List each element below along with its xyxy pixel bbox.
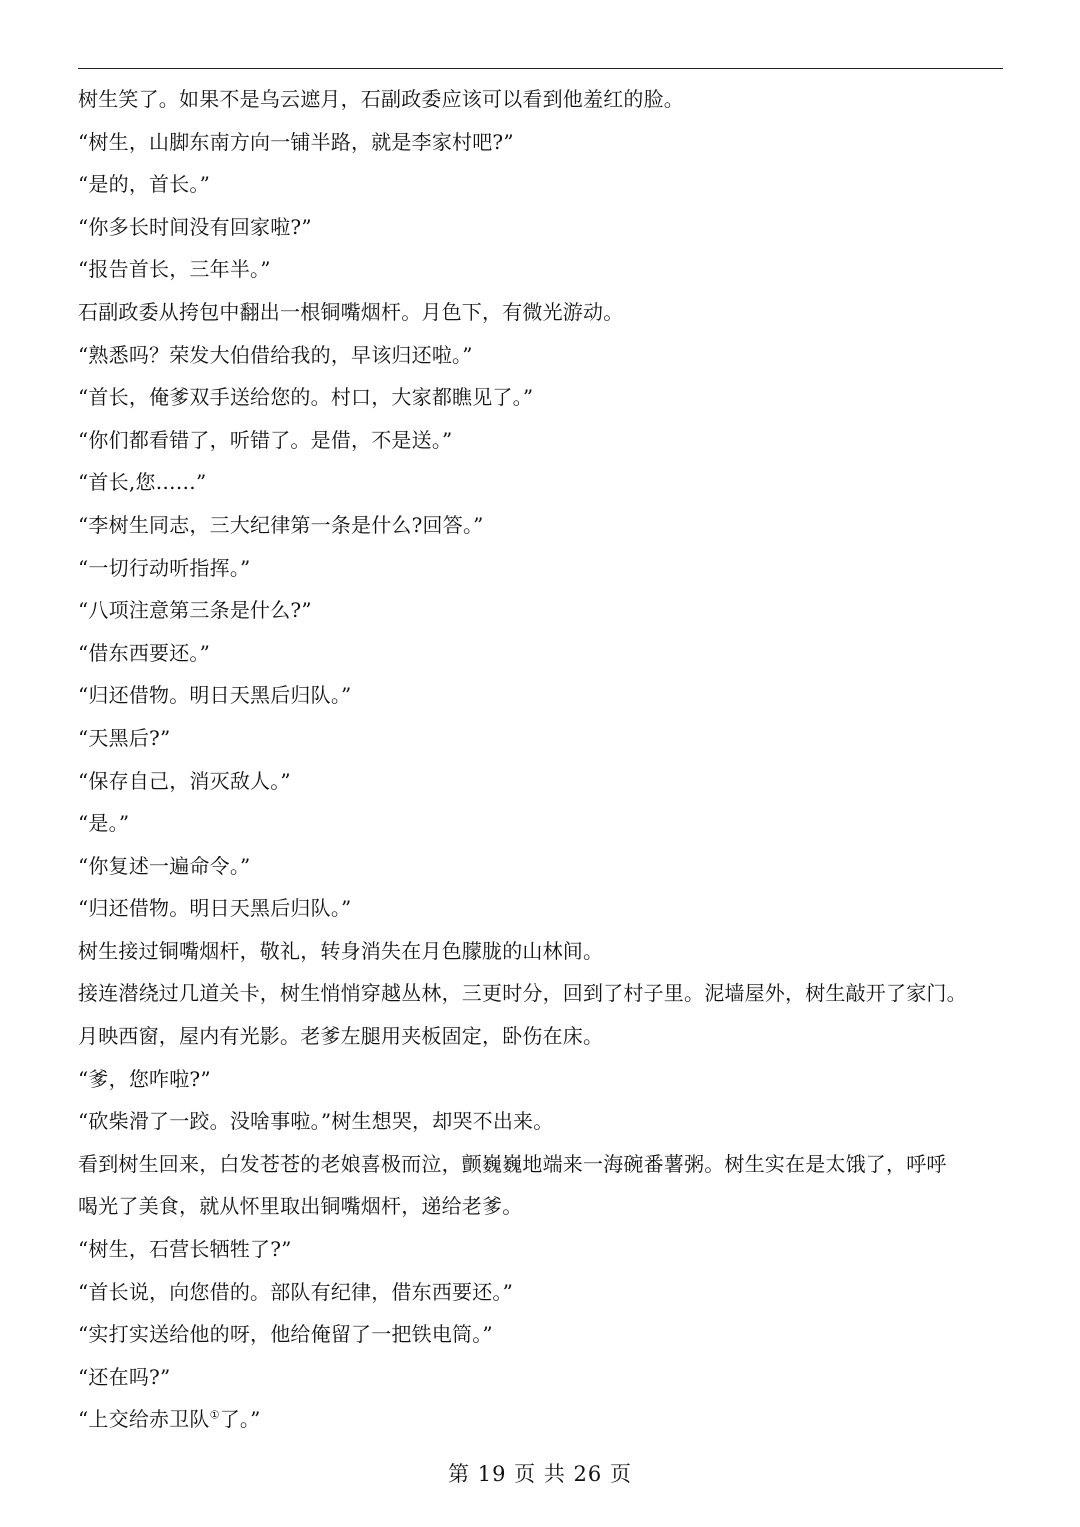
- text-line: “八项注意第三条是什么?”: [78, 598, 312, 623]
- text-line: 看到树生回来，白发苍苍的老娘喜极而泣，颤巍巍地端来一海碗番薯粥。树生实在是太饿了，呼呼: [78, 1151, 947, 1176]
- text-line: “首长，俺爹双手送给您的。村口，大家都瞧见了。”: [78, 385, 534, 410]
- text-line: “树生，石营长牺牲了?”: [78, 1237, 292, 1262]
- text-line: 树生笑了。如果不是乌云遮月，石副政委应该可以看到他羞红的脸。: [78, 87, 684, 111]
- text-line: 树生接过铜嘴烟杆，敬礼，转身消失在月色朦胧的山林间。: [78, 938, 604, 963]
- footnote-marker[interactable]: ①: [209, 1408, 220, 1422]
- text-line: “归还借物。明日天黑后归队。”: [78, 896, 352, 921]
- text-line: “归还借物。明日天黑后归队。”: [78, 683, 352, 708]
- text-line: 月映西窗，屋内有光影。老爹左腿用夹板固定，卧伤在床。: [78, 1024, 604, 1049]
- page-footer: [0, 1458, 1080, 1488]
- footer-suffix: 页: [609, 1462, 632, 1486]
- text-line: “还在吗?”: [78, 1364, 171, 1389]
- footer-middle: 页 共: [514, 1462, 566, 1486]
- text-line: “你们都看错了，听错了。是借，不是送。”: [78, 427, 453, 452]
- text-line: “实打实送给他的呀，他给俺留了一把铁电筒。”: [78, 1322, 493, 1347]
- text-line: “李树生同志，三大纪律第一条是什么?回答。”: [78, 512, 484, 537]
- text-line: “爹，您咋啦?”: [78, 1066, 211, 1091]
- footer-prefix: 第: [448, 1462, 471, 1486]
- text-line: “借东西要还。”: [78, 640, 211, 665]
- document-body: [78, 78, 1003, 1441]
- text-line: “你复述一遍命令。”: [78, 853, 251, 878]
- text-line: “你多长时间没有回家啦?”: [78, 214, 312, 239]
- text-after-footnote: 了。”: [219, 1407, 261, 1432]
- text-before-footnote: “上交给赤卫队: [78, 1407, 210, 1432]
- text-line: 喝光了美食，就从怀里取出铜嘴烟杆，递给老爹。: [78, 1194, 523, 1219]
- text-line: “首长说，向您借的。部队有纪律，借东西要还。”: [78, 1279, 514, 1304]
- text-line: “砍柴滑了一跤。没啥事啦。”树生想哭，却哭不出来。: [78, 1109, 554, 1134]
- text-line: “熟悉吗？荣发大伯借给我的，早该归还啦。”: [78, 342, 473, 367]
- text-line: “一切行动听指挥。”: [78, 555, 251, 580]
- text-line: 石副政委从挎包中翻出一根铜嘴烟杆。月色下，有微光游动。: [78, 299, 624, 324]
- text-line-with-footnote: [78, 1398, 1003, 1441]
- current-page-number: 19: [477, 1462, 507, 1486]
- text-line: 接连潜绕过几道关卡，树生悄悄穿越丛林，三更时分，回到了村子里。泥墙屋外，树生敲开了家门。: [78, 981, 967, 1006]
- text-line: “树生，山脚东南方向一铺半路，就是李家村吧?”: [78, 129, 514, 154]
- text-line: “首长,您……”: [78, 470, 207, 495]
- text-line: “是的，首长。”: [78, 172, 211, 197]
- text-line: “是。”: [78, 811, 130, 836]
- header-rule: [78, 68, 1003, 69]
- text-line: “天黑后?”: [78, 725, 171, 750]
- text-line: “保存自己，消灭敌人。”: [78, 768, 291, 793]
- text-line: “报告首长，三年半。”: [78, 257, 271, 282]
- total-page-count: 26: [573, 1462, 603, 1486]
